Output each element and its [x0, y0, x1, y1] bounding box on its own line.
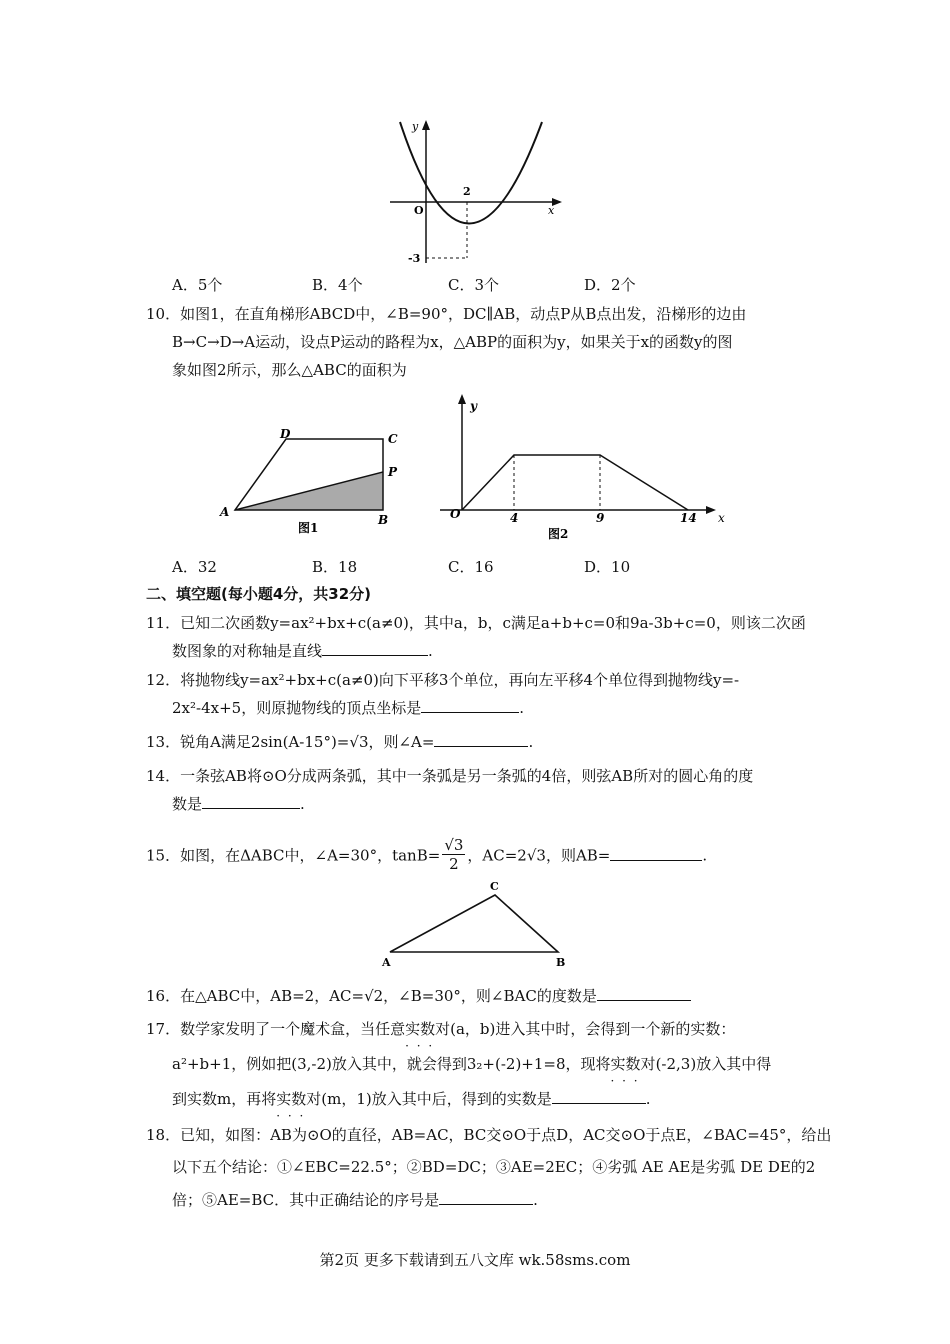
- q18-end: .: [533, 1191, 538, 1209]
- q10-line-1: 10．如图1，在直角梯形ABCD中，∠B=90°，DC∥AB，动点P从B点出发，沿梯形的边由: [146, 305, 747, 323]
- q9-option-b: B．4个: [312, 276, 363, 294]
- q11-end: .: [428, 642, 433, 660]
- q9-x-label: x: [548, 204, 555, 217]
- fig2-caption: 图2: [548, 527, 569, 541]
- q15-label-a: A: [382, 956, 391, 968]
- q9-option-d: D．2个: [584, 276, 636, 294]
- q18-text: 倍；⑤AE=BC．其中正确结论的序号是: [172, 1191, 440, 1209]
- fig2-tick-4: 4: [510, 511, 519, 525]
- q15-frac-num: √3: [444, 836, 464, 854]
- q17-text-1b: (a，b)进入其中时，会得到一个新的实数：: [450, 1020, 736, 1038]
- q10-figure-2: [430, 392, 740, 542]
- q17-text-1a: 17．数学家发明了一个魔术盒，当任意: [146, 1020, 406, 1038]
- q15-end: .: [702, 846, 708, 865]
- q9-parabola-graph: [380, 118, 570, 268]
- page-footer: 第2页 更多下载请到五八文库 wk.58sms.com: [319, 1251, 631, 1269]
- q13-end: .: [528, 733, 534, 751]
- q11-line-1: 11．已知二次函数y=ax²+bx+c(a≠0)，其中a，b，c满足a+b+c=0和9a-3b+c=0，则该二次函: [146, 614, 806, 632]
- fig1-label-b: B: [378, 513, 389, 527]
- q9-origin-label: O: [414, 204, 424, 217]
- q12-end: .: [519, 699, 524, 717]
- q17-emphasis-1: 实数对 · · ·: [405, 1020, 450, 1038]
- q14-answer-blank[interactable]: [202, 794, 300, 809]
- q17-text-2b: (-2,3)放入其中得: [655, 1055, 772, 1073]
- fig2-x-label: x: [718, 511, 725, 525]
- fig2-origin: O: [450, 507, 461, 521]
- q11-answer-blank[interactable]: [322, 641, 428, 656]
- fig1-label-d: D: [280, 428, 291, 441]
- q14-line-2: [172, 794, 305, 814]
- q12-answer-blank[interactable]: [421, 698, 519, 713]
- q18-line-1: 18．已知，如图：AB为⊙O的直径，AB=AC，BC交⊙O于点D，AC交⊙O于点E，∠BAC=45°，给出: [146, 1126, 832, 1144]
- q13-line: [146, 732, 533, 752]
- q17-text-3b: (m，1)放入其中后，得到的实数是: [321, 1090, 552, 1108]
- fig2-tick-9: 9: [596, 511, 605, 525]
- q13-answer-blank[interactable]: [434, 732, 528, 747]
- q12-line-1: 12．将抛物线y=ax²+bx+c(a≠0)向下平移3个单位，再向左平移4个单位得到抛物线y=-: [146, 671, 740, 689]
- q15-text-mid: ，AC=2√3，则AB=: [467, 846, 611, 865]
- q15-frac-den: 2: [449, 855, 459, 873]
- q10-line-2: B→C→D→A运动，设点P运动的路程为x，△ABP的面积为y，如果关于x的函数y的图: [172, 333, 733, 351]
- q15-label-b: B: [556, 956, 566, 968]
- q16-text: 16．在△ABC中，AB=2，AC=√2，∠B=30°，则∠BAC的度数是: [146, 987, 597, 1005]
- q14-line-1: 14．一条弦AB将⊙O分成两条弧，其中一条弧是另一条弧的4倍，则弦AB所对的圆心角的度: [146, 767, 754, 785]
- q9-y-tick: -3: [408, 252, 421, 265]
- fig1-caption: 图1: [298, 521, 319, 535]
- q10-line-3: 象如图2所示，那么△ABC的面积为: [172, 361, 407, 379]
- section-2-heading: 二、填空题(每小题4分，共32分): [146, 585, 372, 603]
- q9-option-a: A．5个: [172, 276, 223, 294]
- q10-option-c: C．16: [448, 558, 494, 576]
- q11-line-2: [172, 641, 433, 661]
- q16-answer-blank[interactable]: [597, 986, 691, 1001]
- q15-label-c: C: [490, 880, 499, 893]
- q17-emphasis-2: 实数对 · · ·: [611, 1055, 656, 1073]
- fig1-label-a: A: [220, 505, 230, 519]
- q15-text-pre: 15．如图，在ΔABC中，∠A=30°，tanB=: [146, 846, 441, 865]
- q12-line-2: [172, 698, 524, 718]
- q17-line-3: [172, 1089, 651, 1109]
- q15-triangle-figure: [378, 878, 578, 968]
- q14-end: .: [300, 795, 305, 813]
- q17-emphasis-3: 实数对 · · ·: [276, 1090, 321, 1108]
- q18-line-3: [172, 1190, 538, 1210]
- q17-answer-blank[interactable]: [552, 1089, 646, 1104]
- fig1-label-c: C: [388, 432, 398, 446]
- q9-x-tick: 2: [463, 185, 471, 198]
- q15-line: [146, 838, 707, 875]
- fig2-y-label: y: [470, 399, 477, 413]
- q10-figure-1: [218, 428, 408, 548]
- fig1-label-p: P: [388, 465, 398, 479]
- q16-line: [146, 986, 691, 1006]
- q17-line-1: [146, 1019, 735, 1039]
- q17-text-2a: a²+b+1，例如把(3,-2)放入其中，就会得到3₂+(-2)+1=8，现将: [172, 1055, 611, 1073]
- q15-answer-blank[interactable]: [610, 846, 702, 861]
- q11-text: 数图象的对称轴是直线: [172, 642, 323, 660]
- q17-end: .: [645, 1090, 651, 1108]
- q13-text: 13．锐角A满足2sin(A-15°)=√3，则∠A=: [146, 733, 435, 751]
- q10-option-a: A．32: [172, 558, 217, 576]
- q10-option-d: D．10: [584, 558, 631, 576]
- q9-option-c: C．3个: [448, 276, 500, 294]
- fig2-tick-14: 14: [680, 511, 697, 525]
- q15-fraction: [442, 836, 465, 873]
- q17-line-2: [172, 1054, 771, 1074]
- q18-answer-blank[interactable]: [439, 1190, 533, 1205]
- q9-y-label: y: [412, 120, 419, 133]
- q18-line-2: 以下五个结论：①∠EBC=22.5°；②BD=DC；③AE=2EC；④劣弧 AE AE是劣弧 DE DE的2: [172, 1158, 816, 1176]
- q17-text-3a: 到实数m，再将: [172, 1090, 277, 1108]
- q14-text: 数是: [172, 795, 203, 813]
- q12-text: 2x²-4x+5，则原抛物线的顶点坐标是: [172, 699, 422, 717]
- q10-option-b: B．18: [312, 558, 358, 576]
